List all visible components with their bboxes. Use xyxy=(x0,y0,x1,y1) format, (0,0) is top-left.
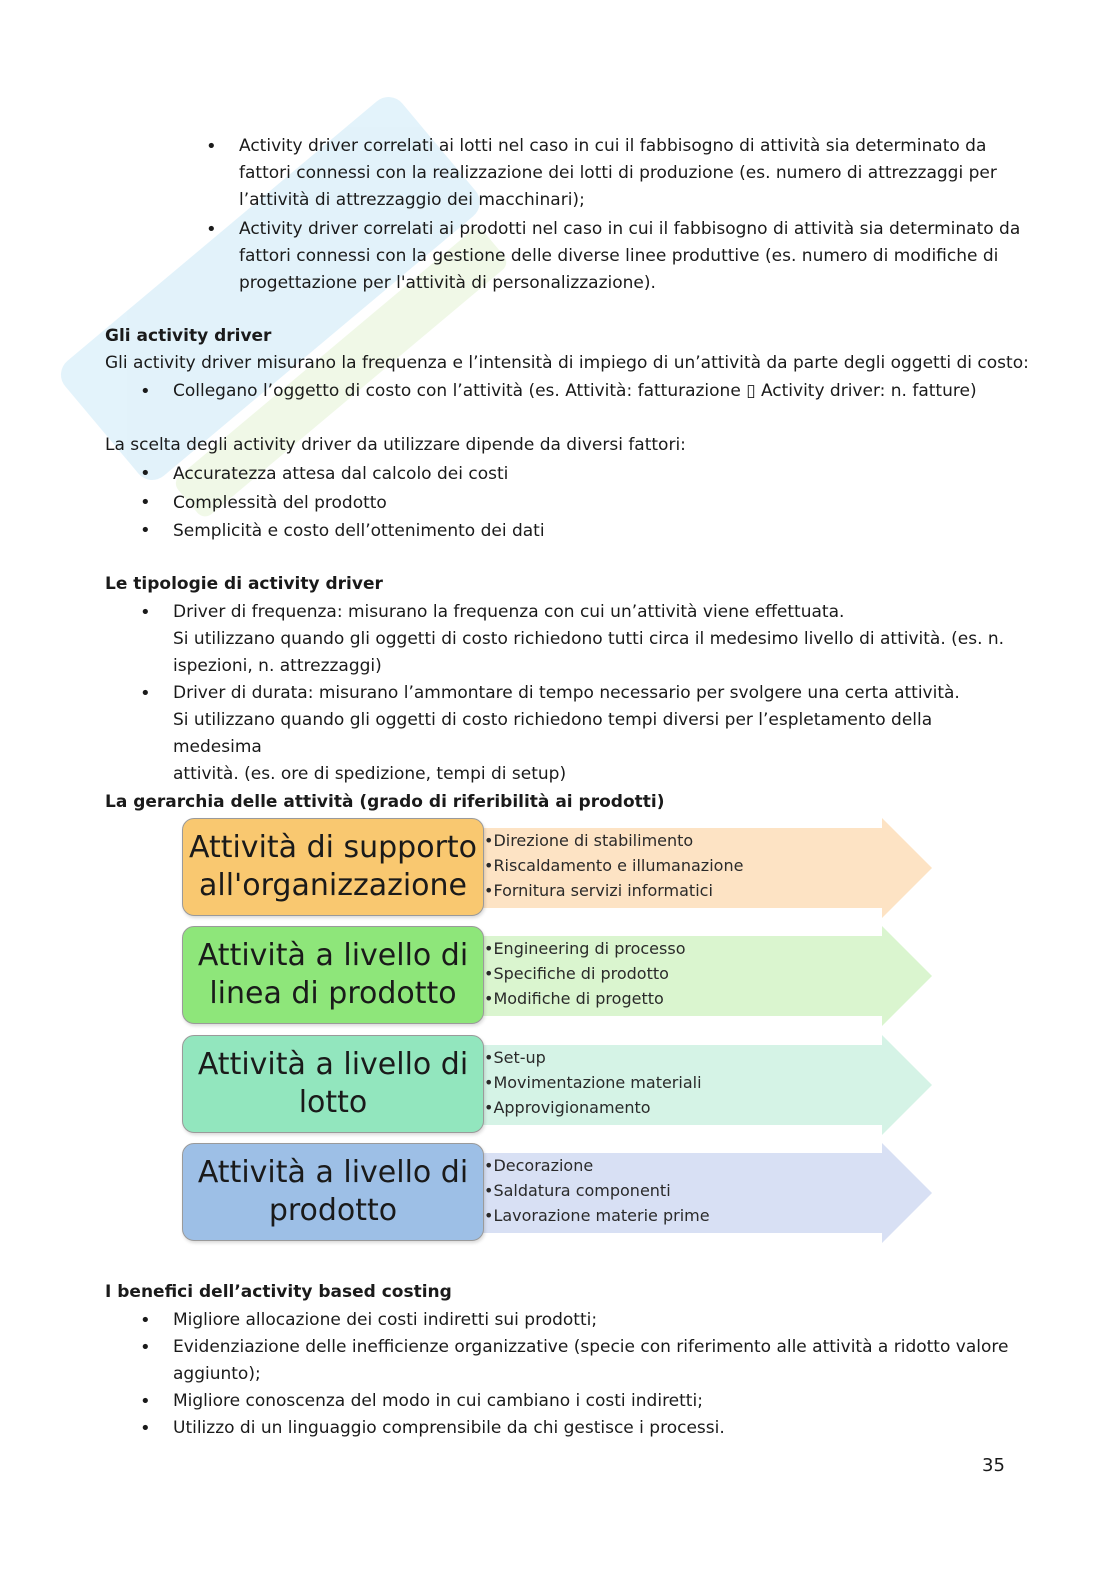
hierarchy-box: Attività a livello di linea di prodotto xyxy=(182,926,484,1024)
list-item: • Migliore allocazione dei costi indiretti sui prodotti; xyxy=(173,1307,1023,1334)
hierarchy-level-support xyxy=(182,818,934,918)
hierarchy-level-product xyxy=(182,1143,934,1243)
hierarchy-items: • Set-up • Movimentazione materiali • Approvigionamento xyxy=(484,1045,702,1120)
section-heading-tipologie: Le tipologie di activity driver xyxy=(105,574,383,594)
hierarchy-level-batch xyxy=(182,1035,934,1135)
top-bullet-list xyxy=(239,133,1029,297)
hierarchy-items: • Engineering di processo • Specifiche di prodotto • Modifiche di progetto xyxy=(484,936,685,1011)
activity-driver-list xyxy=(173,378,1033,405)
hierarchy-box: Attività a livello di lotto xyxy=(182,1035,484,1133)
section-heading-activity-driver: Gli activity driver xyxy=(105,326,272,346)
list-item: • Driver di frequenza: misurano la frequenza con cui un’attività viene effettuata. Si utilizzano quando gli oggetti di costo richiedono tutti circa il medesimo livello di attività. (es. n. ispezioni, n. attrezzaggi) xyxy=(173,599,1023,680)
list-item: • Complessità del prodotto xyxy=(173,489,973,518)
hierarchy-items: • Decorazione • Saldatura componenti • Lavorazione materie prime xyxy=(484,1153,710,1228)
list-item: • Activity driver correlati ai lotti nel caso in cui il fabbisogno di attività sia determinato da fattori connessi con la realizzazione dei lotti di produzione (es. numero di attrezzaggi per l’attività di attrezzaggio dei macchinari); xyxy=(239,133,1029,214)
page-number: 35 xyxy=(982,1455,1005,1476)
list-item: • Collegano l’oggetto di costo con l’attività (es. Attività: fatturazione ▯ Activity driver: n. fatture) xyxy=(173,378,1033,405)
list-item: • Semplicità e costo dell’ottenimento dei dati xyxy=(173,517,973,546)
list-item: • Accuratezza attesa dal calcolo dei costi xyxy=(173,460,973,489)
hierarchy-box: Attività di supporto all'organizzazione xyxy=(182,818,484,916)
list-item: • Utilizzo di un linguaggio comprensibile da chi gestisce i processi. xyxy=(173,1415,1023,1442)
list-item: • Migliore conoscenza del modo in cui cambiano i costi indiretti; xyxy=(173,1388,1023,1415)
activity-driver-intro: Gli activity driver misurano la frequenza e l’intensità di impiego di un’attività da parte degli oggetti di costo: xyxy=(105,353,1029,373)
choice-factors-list xyxy=(173,460,973,546)
hierarchy-level-line xyxy=(182,926,934,1026)
hierarchy-box: Attività a livello di prodotto xyxy=(182,1143,484,1241)
list-item: • Activity driver correlati ai prodotti nel caso in cui il fabbisogno di attività sia determinato da fattori connessi con la gestione delle diverse linee produttive (es. numero di modifiche di progettazione per l'attività di personalizzazione). xyxy=(239,216,1029,297)
list-item: • Evidenziazione delle inefficienze organizzative (specie con riferimento alle attività a ridotto valore aggiunto); xyxy=(173,1334,1023,1388)
section-heading-gerarchia: La gerarchia delle attività (grado di riferibilità ai prodotti) xyxy=(105,792,665,812)
section-heading-benefici: I benefici dell’activity based costing xyxy=(105,1282,452,1302)
list-item: • Driver di durata: misurano l’ammontare di tempo necessario per svolgere una certa attività. Si utilizzano quando gli oggetti di costo richiedono tempi diversi per l’espletamento della medesima attività. (es. ore di spedizione, tempi di setup) xyxy=(173,680,1023,788)
hierarchy-items: • Direzione di stabilimento • Riscaldamento e illumanazione • Fornitura servizi informatici xyxy=(484,828,743,903)
choice-intro: La scelta degli activity driver da utilizzare dipende da diversi fattori: xyxy=(105,435,686,455)
benefici-list xyxy=(173,1307,1023,1442)
tipologie-list xyxy=(173,599,1023,788)
